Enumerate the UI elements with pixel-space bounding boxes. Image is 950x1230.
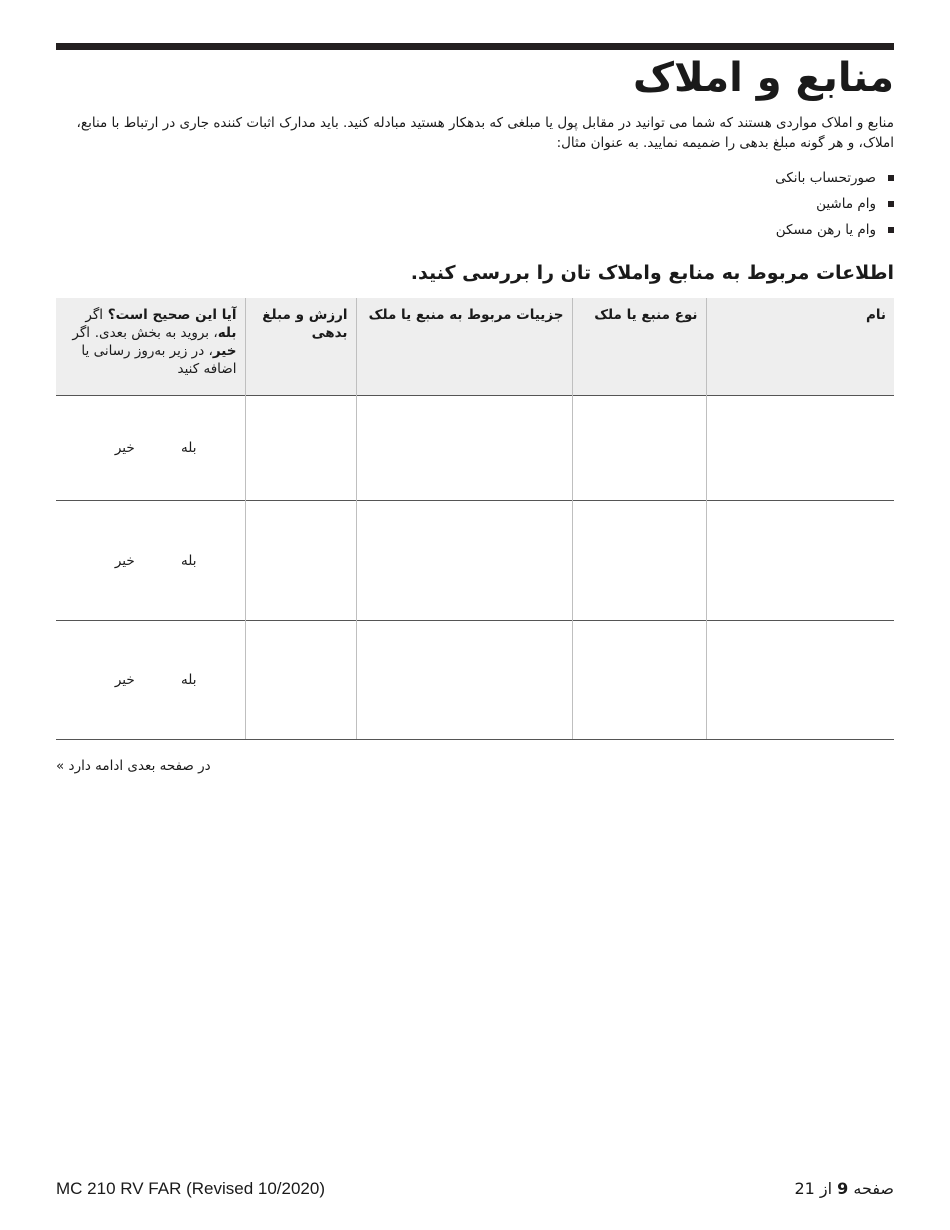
header-details: جزییات مربوط به منبع یا ملک (356, 298, 572, 396)
table-row (56, 621, 894, 740)
cell-correct (56, 621, 245, 740)
list-item: وام ماشین (775, 191, 894, 217)
top-rule (56, 43, 894, 50)
yes-option[interactable]: بله (181, 672, 197, 688)
bullet-icon (888, 175, 894, 181)
bullet-icon (888, 227, 894, 233)
assets-table (56, 298, 894, 740)
continued-note: در صفحه بعدی ادامه دارد » (56, 758, 211, 774)
cell-value[interactable] (245, 621, 356, 740)
bullet-icon (888, 201, 894, 207)
cell-value[interactable] (245, 396, 356, 501)
form-id: MC 210 RV FAR (Revised 10/2020) (56, 1179, 325, 1198)
list-item: صورتحساب بانکی (775, 165, 894, 191)
cell-value[interactable] (245, 501, 356, 621)
cell-name[interactable] (706, 396, 894, 501)
examples-list (775, 165, 894, 243)
header-correct: آیا این صحیح است؟ اگر بله، بروید به بخش بعدی. اگر خیر، در زیر به‌روز رسانی یا اضافه کنید (56, 298, 245, 396)
list-item: وام یا رهن مسکن (775, 217, 894, 243)
cell-type[interactable] (572, 501, 706, 621)
cell-correct (56, 396, 245, 501)
no-option[interactable]: خیر (114, 552, 135, 569)
cell-name[interactable] (706, 501, 894, 621)
cell-type[interactable] (572, 396, 706, 501)
page-title: منابع و املاک (633, 55, 894, 101)
yes-option[interactable]: بله (181, 440, 197, 456)
no-option[interactable]: خیر (114, 440, 135, 456)
cell-name[interactable] (706, 621, 894, 740)
no-option[interactable]: خیر (114, 672, 135, 688)
intro-paragraph: منابع و املاک مواردی هستند که شما می توانید در مقابل پول یا مبلغی که بدهکار هستید مبادله کنید. باید مدارک اثبات کننده جاری در ارتباط با منابع، املاک، و هر گونه مبلغ بدهی را ضمیمه نمایید. به عنوان مثال: (76, 115, 894, 151)
cell-type[interactable] (572, 621, 706, 740)
cell-details[interactable] (356, 396, 572, 501)
table-header-row (56, 298, 894, 396)
section-heading: اطلاعات مربوط به منابع واملاک تان را بررسی کنید. (410, 262, 894, 284)
table-row (56, 396, 894, 501)
cell-details[interactable] (356, 501, 572, 621)
header-type: نوع منبع یا ملک (572, 298, 706, 396)
cell-details[interactable] (356, 621, 572, 740)
document-page (56, 0, 894, 1230)
page-number: صفحه 9 از 21 (794, 1179, 894, 1198)
header-value: ارزش و مبلغ بدهی (245, 298, 356, 396)
cell-correct (56, 501, 245, 621)
header-name: نام (706, 298, 894, 396)
table-row (56, 501, 894, 621)
yes-option[interactable]: بله (181, 552, 197, 569)
